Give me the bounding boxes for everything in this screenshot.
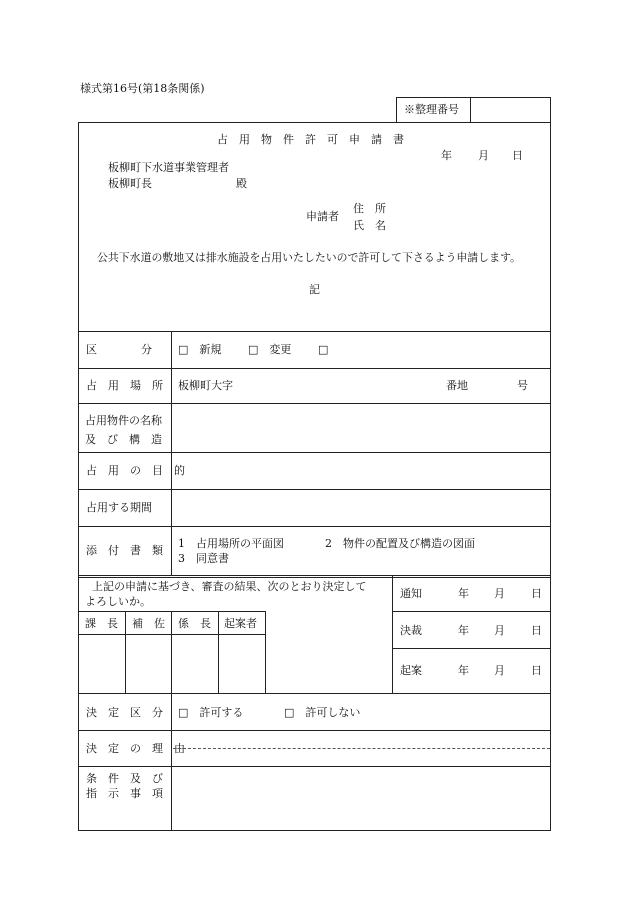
row-divider	[78, 526, 551, 527]
decision-approve-option[interactable]: □ 許可する	[178, 706, 244, 719]
approval-date-year: 年	[458, 624, 469, 637]
addressee-line2: 板柳町長	[108, 177, 152, 190]
approval-date-month: 月	[494, 624, 505, 637]
date-column-divider	[392, 576, 393, 693]
decision-row-divider	[78, 693, 551, 694]
applicant-address-field[interactable]	[395, 200, 545, 214]
attachments-label: 添 付 書 類	[86, 544, 163, 557]
location-value[interactable]: 板柳町大字	[178, 379, 233, 392]
object-name-label-line2: 及 び 構 造	[85, 433, 162, 446]
stamp-cell-drafter[interactable]	[220, 636, 264, 692]
date-month: 月	[478, 149, 489, 162]
row-divider	[78, 403, 551, 404]
approver-drafter: 起案者	[224, 617, 257, 630]
addressee-line1: 板柳町下水道事業管理者	[108, 161, 229, 174]
applicant-address-label: 住 所	[353, 202, 386, 215]
category-option-new[interactable]: □ 新規	[178, 343, 222, 356]
category-label: 区 分	[86, 343, 152, 356]
category-option-other[interactable]: □	[318, 343, 329, 356]
approver-subsection-chief: 係 長	[178, 617, 211, 630]
object-name-label-line1: 占用物件の名称	[85, 414, 162, 427]
location-label: 占 用 場 所	[86, 379, 163, 392]
decision-note-line2: よろしいか。	[85, 595, 151, 608]
date-year: 年	[441, 149, 452, 162]
draft-date-month: 月	[494, 664, 505, 677]
applicant-name-label: 氏 名	[353, 219, 386, 232]
draft-date-year: 年	[458, 664, 469, 677]
draft-date-day: 日	[531, 664, 542, 677]
approver-assistant: 補 佐	[132, 617, 165, 630]
date-row-divider	[392, 611, 551, 612]
period-label: 占用する期間	[86, 501, 152, 514]
form-code: 様式第16号(第18条関係)	[80, 82, 205, 95]
decision-label-divider	[171, 693, 172, 831]
reference-number-field[interactable]	[472, 99, 548, 121]
decision-note-line1: 上記の申請に基づき、審査の結果、次のとおり決定して	[92, 580, 367, 593]
row-divider	[78, 489, 551, 490]
approver-divider	[218, 611, 219, 693]
applicant-label: 申請者	[306, 210, 339, 223]
conditions-label-line1: 条 件 及 び	[86, 772, 163, 785]
decision-row-divider	[78, 730, 551, 731]
stamp-cell-subsection-chief[interactable]	[173, 636, 217, 692]
approval-date-label: 決裁	[400, 624, 422, 637]
ki-label: 記	[309, 283, 320, 296]
attachment-item-2: 2 物件の配置及び構造の図面	[325, 537, 475, 550]
stamp-cell-assistant[interactable]	[127, 636, 170, 692]
date-day: 日	[512, 149, 523, 162]
approval-date-day: 日	[531, 624, 542, 637]
row-divider	[78, 452, 551, 453]
attachment-item-3: 3 同意書	[178, 552, 229, 565]
location-go: 号	[517, 379, 528, 392]
decision-reason-field[interactable]	[174, 733, 548, 764]
conditions-label-line2: 指 示 事 項	[86, 787, 163, 800]
notice-date-day: 日	[531, 587, 542, 600]
notice-date-month: 月	[494, 587, 505, 600]
approver-divider	[265, 611, 266, 693]
approver-divider	[171, 611, 172, 693]
location-banchi: 番地	[446, 379, 468, 392]
conditions-field[interactable]	[174, 769, 548, 829]
attachment-item-1: 1 占用場所の平面図	[178, 537, 284, 550]
draft-date-label: 起案	[400, 664, 422, 677]
decision-category-label: 決 定 区 分	[86, 706, 163, 719]
applicant-name-field[interactable]	[395, 217, 545, 231]
notice-date-label: 通知	[400, 587, 422, 600]
row-divider	[78, 368, 551, 369]
request-text: 公共下水道の敷地又は排水施設を占用いたしたいので許可して下さるよう申請します。	[97, 251, 521, 264]
reference-label: ※整理番号	[404, 103, 459, 116]
approver-section-chief: 課 長	[85, 617, 118, 630]
category-option-change[interactable]: □ 変更	[248, 343, 292, 356]
period-field[interactable]	[174, 492, 548, 524]
section-double-line	[78, 577, 551, 578]
stamp-cell-section-chief[interactable]	[80, 636, 124, 692]
purpose-field[interactable]	[174, 455, 548, 487]
purpose-label: 占 用 の 目 的	[86, 464, 185, 477]
decision-reject-option[interactable]: □ 許可しない	[284, 706, 361, 719]
addressee-honorific: 殿	[236, 177, 247, 190]
reference-divider	[470, 97, 471, 123]
date-row-divider	[392, 648, 551, 649]
approver-divider	[125, 611, 126, 693]
object-name-field[interactable]	[174, 406, 548, 450]
notice-date-year: 年	[458, 587, 469, 600]
decision-row-divider	[78, 766, 551, 767]
decision-reason-label: 決 定 の 理 由	[86, 742, 185, 755]
form-title: 占 用 物 件 許 可 申 請 書	[217, 133, 404, 146]
